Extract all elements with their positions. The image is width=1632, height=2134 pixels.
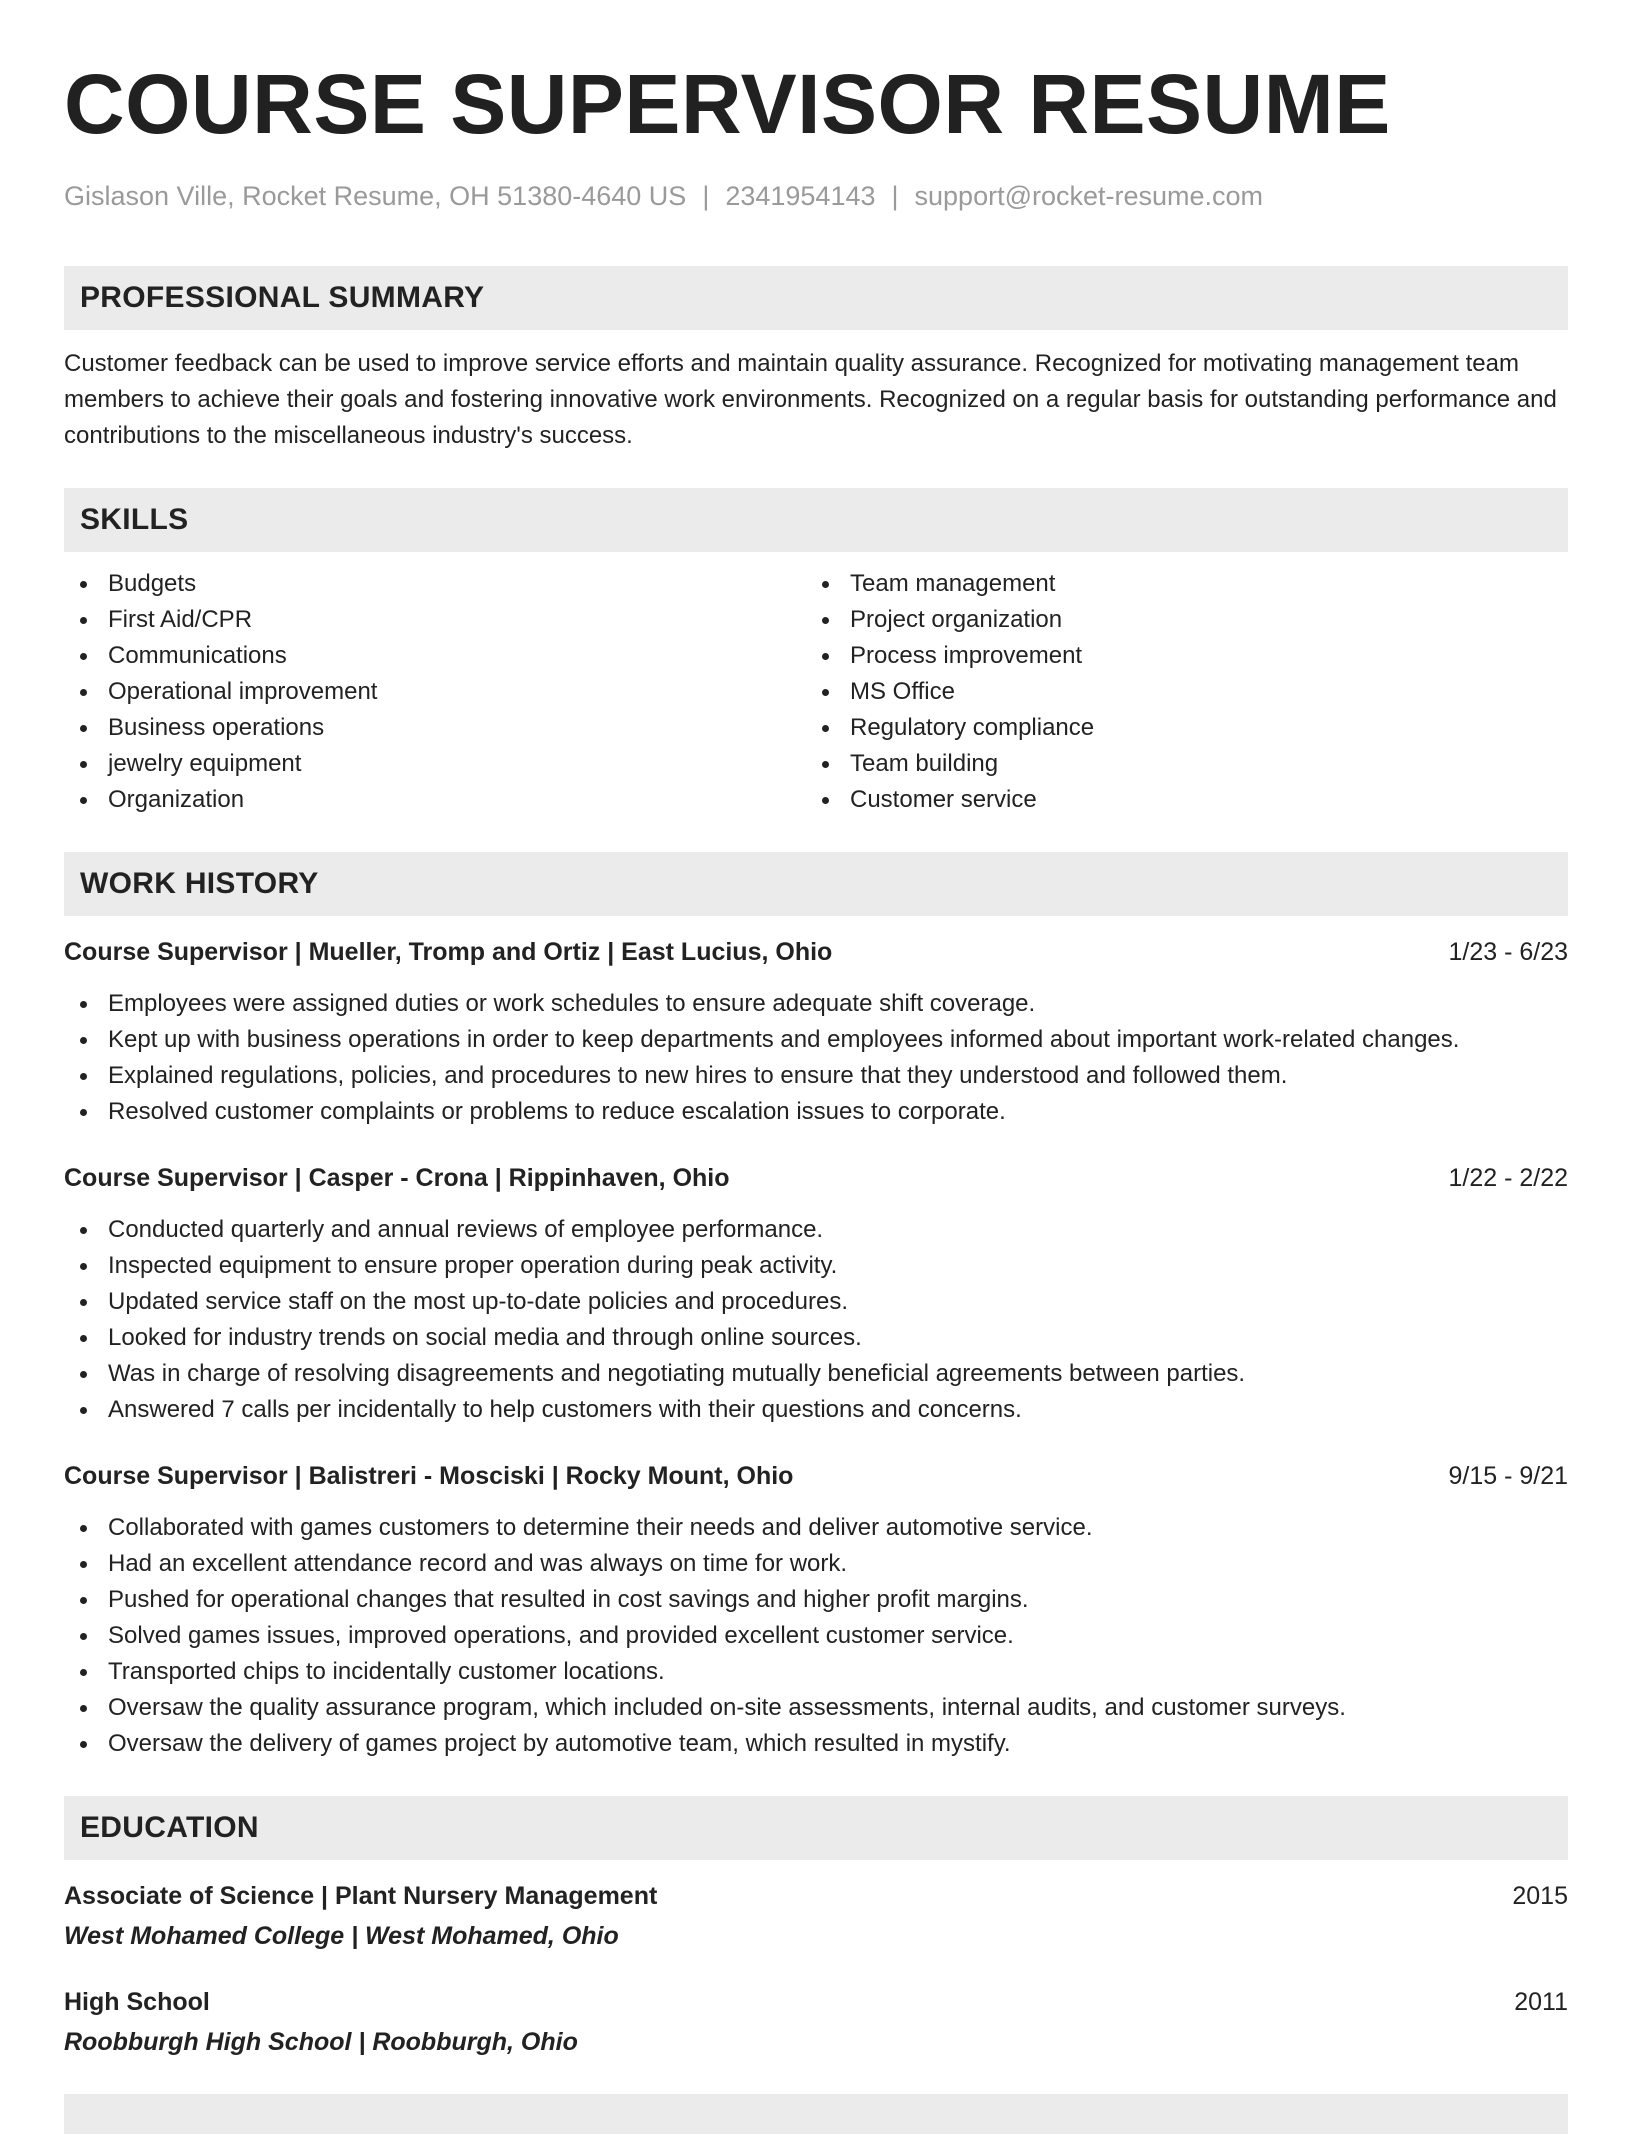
work-heading: WORK HISTORY <box>80 867 319 900</box>
job-duties <box>64 1212 1568 1428</box>
job-header <box>64 1458 1568 1494</box>
job-duty: Inspected equipment to ensure proper operation during peak activity. <box>64 1248 1568 1284</box>
next-section-bar <box>64 2094 1568 2134</box>
skill-item: Project organization <box>806 602 1548 638</box>
skills-heading: SKILLS <box>80 503 189 536</box>
job-duty: Oversaw the delivery of games project by automotive team, which resulted in mystify. <box>64 1726 1568 1762</box>
job-dates: 9/15 - 9/21 <box>1448 1462 1568 1490</box>
job-title: Course Supervisor | Casper - Crona | Rippinhaven, Ohio <box>64 1164 730 1192</box>
education-degree: Associate of Science | Plant Nursery Management <box>64 1882 658 1910</box>
skills-list <box>64 566 1568 818</box>
skill-item: Business operations <box>64 710 806 746</box>
skill-item: Team management <box>806 566 1548 602</box>
job-duty: Oversaw the quality assurance program, which included on-site assessments, internal audits, and customer surveys. <box>64 1690 1568 1726</box>
job-dates: 1/22 - 2/22 <box>1448 1164 1568 1192</box>
job-duty: Explained regulations, policies, and procedures to new hires to ensure that they understood and followed them. <box>64 1058 1568 1094</box>
skill-item: Budgets <box>64 566 806 602</box>
skill-item: Customer service <box>806 782 1548 818</box>
contact-phone: 2341954143 <box>725 181 876 211</box>
skills-column-right <box>806 566 1548 818</box>
education-header <box>64 1984 1568 2020</box>
job-title: Course Supervisor | Mueller, Tromp and Ortiz | East Lucius, Ohio <box>64 938 833 966</box>
education-year: 2011 <box>1514 1988 1568 2016</box>
job-duty: Kept up with business operations in order to keep departments and employees informed about important work-related changes. <box>64 1022 1568 1058</box>
skill-item: Operational improvement <box>64 674 806 710</box>
job-duties <box>64 986 1568 1130</box>
summary-heading: PROFESSIONAL SUMMARY <box>80 281 485 314</box>
education-entry <box>64 1878 1568 1954</box>
job-header <box>64 1160 1568 1196</box>
contact-separator: | <box>702 181 710 211</box>
job-duty: Pushed for operational changes that resulted in cost savings and higher profit margins. <box>64 1582 1568 1618</box>
skill-item: Regulatory compliance <box>806 710 1548 746</box>
job-entry <box>64 1160 1568 1428</box>
education-school: Roobburgh High School | Roobburgh, Ohio <box>64 2028 578 2056</box>
job-duty: Conducted quarterly and annual reviews of employee performance. <box>64 1212 1568 1248</box>
education-year: 2015 <box>1512 1882 1568 1910</box>
skill-item: Process improvement <box>806 638 1548 674</box>
job-duty: Solved games issues, improved operations, and provided excellent customer service. <box>64 1618 1568 1654</box>
job-duty: Resolved customer complaints or problems to reduce escalation issues to corporate. <box>64 1094 1568 1130</box>
education-heading: EDUCATION <box>80 1811 259 1844</box>
work-section-header <box>64 852 1568 916</box>
job-duty: Collaborated with games customers to determine their needs and deliver automotive service. <box>64 1510 1568 1546</box>
job-dates: 1/23 - 6/23 <box>1448 938 1568 966</box>
education-section-header <box>64 1796 1568 1860</box>
resume-title: COURSE SUPERVISOR RESUME <box>64 57 1391 151</box>
skill-item: Team building <box>806 746 1548 782</box>
job-duty: Transported chips to incidentally customer locations. <box>64 1654 1568 1690</box>
job-duty: Was in charge of resolving disagreements and negotiating mutually beneficial agreements between parties. <box>64 1356 1568 1392</box>
job-duty: Looked for industry trends on social media and through online sources. <box>64 1320 1568 1356</box>
job-duty: Employees were assigned duties or work schedules to ensure adequate shift coverage. <box>64 986 1568 1022</box>
skill-item: Communications <box>64 638 806 674</box>
education-degree: High School <box>64 1988 210 2016</box>
job-duty: Had an excellent attendance record and was always on time for work. <box>64 1546 1568 1582</box>
contact-line <box>64 178 1568 214</box>
job-entry <box>64 1458 1568 1762</box>
summary-section-header <box>64 266 1568 330</box>
education-school: West Mohamed College | West Mohamed, Ohio <box>64 1922 619 1950</box>
skill-item: jewelry equipment <box>64 746 806 782</box>
skill-item: First Aid/CPR <box>64 602 806 638</box>
skills-column-left <box>64 566 806 818</box>
job-entry <box>64 934 1568 1130</box>
education-header <box>64 1878 1568 1914</box>
contact-separator: | <box>891 181 899 211</box>
job-header <box>64 934 1568 970</box>
contact-address: Gislason Ville, Rocket Resume, OH 51380-4640 US <box>64 181 687 211</box>
job-duties <box>64 1510 1568 1762</box>
summary-text: Customer feedback can be used to improve service efforts and maintain quality assurance. Recognized for motivating management team members to achieve their goals and fostering innovative work environments. Recognized on a regular basis for outstanding performance and contributions to the miscellaneous industry's success. <box>64 350 1557 449</box>
education-entry <box>64 1984 1568 2060</box>
job-title: Course Supervisor | Balistreri - Mosciski | Rocky Mount, Ohio <box>64 1462 794 1490</box>
skills-section-header <box>64 488 1568 552</box>
skill-item: MS Office <box>806 674 1548 710</box>
skill-item: Organization <box>64 782 806 818</box>
job-duty: Answered 7 calls per incidentally to help customers with their questions and concerns. <box>64 1392 1568 1428</box>
job-duty: Updated service staff on the most up-to-date policies and procedures. <box>64 1284 1568 1320</box>
contact-email: support@rocket-resume.com <box>914 181 1264 211</box>
